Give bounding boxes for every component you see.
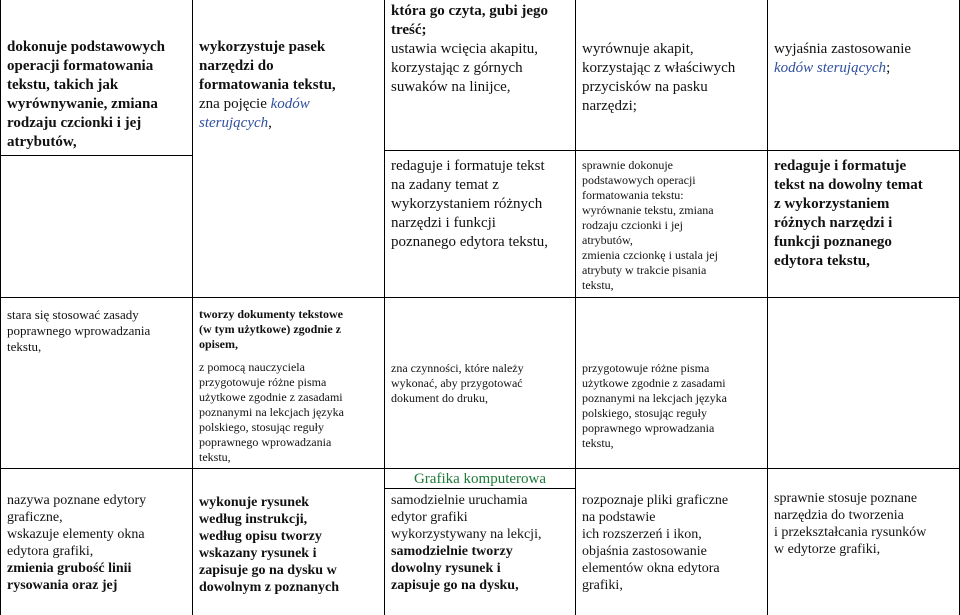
term-highlight: sterujących (199, 115, 269, 131)
text-line: poprawnego wprowadzania (7, 323, 151, 338)
text-line (199, 95, 378, 114)
text-line: edytora tekstu, (774, 253, 870, 269)
text-line (199, 114, 378, 133)
text-line: dowolnym z poznanych (199, 580, 340, 595)
text-line: operacji formatowania (7, 58, 154, 74)
row2-col4-cell (576, 154, 767, 297)
text-line: według instrukcji, (199, 512, 308, 527)
text-line: nazywa poznane edytory (7, 493, 147, 508)
text-line: na zadany temat z (391, 177, 499, 193)
row1-col1-text (7, 38, 186, 152)
text-line: i przekształcania rysunków (774, 525, 927, 540)
text-line: na podstawie (582, 510, 656, 525)
text-line: różnych narzędzi i (774, 215, 893, 231)
row1-col5-cell (768, 40, 959, 150)
row1-col1-cell (1, 38, 192, 155)
text-line: poprawnego wprowadzania (582, 421, 715, 435)
text-line: wyjaśnia zastosowanie (774, 41, 912, 57)
text-line: polskiego, stosując reguły (199, 420, 324, 434)
text-line: poznanymi na lekcjach języka (199, 405, 344, 419)
text-line: tekstu, (199, 450, 231, 464)
row2-col5-cell (768, 153, 959, 297)
row4-col1-cell (1, 492, 192, 615)
text-line: korzystając z górnych (391, 60, 523, 76)
row3-col4-cell (576, 357, 767, 467)
row1-col3-cell (385, 0, 575, 150)
row1-col4-cell (576, 40, 767, 150)
text-line: narzędzia do tworzenia (774, 508, 904, 523)
text-line: narzędzi i funkcji (391, 215, 496, 231)
text-line: tekst na dowolny temat (774, 177, 923, 193)
term-highlight: kodów sterujących (774, 60, 887, 76)
text-line: formatowania tekstu: (582, 188, 684, 202)
text-line: rodzaju czcionki i jej (7, 115, 142, 131)
row4-col2-cell (193, 494, 384, 615)
text-line: grafiki, (582, 578, 623, 593)
text-line: użytkowe zgodnie z zasadami (199, 390, 343, 404)
text-line: przycisków na pasku (582, 79, 708, 95)
text-line: tekstu, takich jak (7, 77, 119, 93)
text-line: dokument do druku, (391, 391, 488, 405)
text-line: przygotowuje różne pisma (199, 375, 327, 389)
row1-col2-cell (193, 38, 384, 148)
text-line: tworzy dokumenty tekstowe (199, 307, 343, 321)
text-line: wykorzystywany na lekcji, (391, 527, 542, 542)
text-line: redaguje i formatuje (774, 158, 907, 174)
text-line: wyrównuje akapit, (582, 41, 694, 57)
row4-col4-cell (576, 492, 767, 615)
text-line: z pomocą nauczyciela (199, 360, 305, 374)
text-fragment: zna pojęcie (199, 96, 271, 112)
text-line: poznanego edytora tekstu, (391, 234, 549, 250)
text-line: w edytorze grafiki, (774, 542, 881, 557)
row-divider (0, 468, 960, 469)
text-line: rodzaju czcionki i jej (582, 218, 683, 232)
text-line: atrybutów, (582, 233, 633, 247)
row-divider (0, 155, 193, 156)
text-line: użytkowe zgodnie z zasadami (582, 376, 726, 390)
text-line: edytor grafiki (391, 510, 468, 525)
text-line: dokonuje podstawowych (7, 39, 165, 55)
spacer (199, 352, 378, 360)
text-line: formatowania tekstu, (199, 77, 336, 93)
section-title-cell (385, 470, 575, 488)
text-line: atrybuty w trakcie pisania (582, 263, 707, 277)
row-divider (0, 297, 960, 298)
text-fragment: , (268, 115, 272, 131)
text-line: wykorzystaniem różnych (391, 196, 543, 212)
text-line: suwaków na linijce, (391, 79, 511, 95)
text-line: wykorzystuje pasek (199, 39, 326, 55)
text-line: redaguje i formatuje tekst (391, 158, 545, 174)
row3-col2-cell (193, 303, 384, 468)
text-line: zna czynności, które należy (391, 361, 524, 375)
text-line: edytora grafiki, (7, 544, 94, 559)
text-line: sprawnie dokonuje (582, 158, 673, 172)
row3-col3-cell (385, 357, 575, 467)
term-highlight: kodów (270, 96, 310, 112)
text-line: treść; (391, 22, 427, 38)
text-line: (w tym użytkowe) zgodnie z (199, 322, 341, 336)
row-divider (384, 150, 960, 151)
text-line: funkcji poznanego (774, 234, 892, 250)
text-line: według opisu tworzy (199, 529, 322, 544)
text-line: polskiego, stosując reguły (582, 406, 707, 420)
text-fragment: ; (886, 60, 891, 76)
text-line: dowolny rysunek i (391, 561, 501, 576)
text-line: wskazany rysunek i (199, 546, 317, 561)
text-line: ustawia wcięcia akapitu, (391, 41, 539, 57)
text-line: atrybutów, (7, 134, 77, 150)
row3-col1-cell (1, 303, 192, 468)
text-line: rozpoznaje pliki graficzne (582, 493, 729, 508)
text-line: wyrównywanie, zmiana (7, 96, 158, 112)
text-line: z wykorzystaniem (774, 196, 890, 212)
text-line: sprawnie stosuje poznane (774, 491, 918, 506)
text-line: wyrównanie tekstu, zmiana (582, 203, 714, 217)
text-line: zmienia czcionkę i ustala jej (582, 248, 718, 262)
text-line: poprawnego wprowadzania (199, 435, 332, 449)
row-divider (384, 488, 576, 489)
text-line: opisem, (199, 337, 238, 351)
text-line: podstawowych operacji (582, 173, 696, 187)
text-line: narzędzi; (582, 98, 637, 114)
text-line: graficzne, (7, 510, 63, 525)
text-line: poznanymi na lekcjach języka (582, 391, 727, 405)
text-line: przygotowuje różne pisma (582, 361, 710, 375)
row4-col5-cell (768, 490, 959, 615)
text-line: zmienia grubość linii (7, 561, 132, 576)
text-line: samodzielnie uruchamia (391, 493, 528, 508)
text-line (774, 59, 953, 78)
text-line: samodzielnie tworzy (391, 544, 513, 559)
text-line: wykonuje rysunek (199, 495, 310, 510)
text-line: korzystając z właściwych (582, 60, 736, 76)
text-line: stara się stosować zasady (7, 307, 139, 322)
row4-col3-cell (385, 492, 575, 615)
text-line: wskazuje elementy okna (7, 527, 145, 542)
text-line: wykonać, aby przygotować (391, 376, 523, 390)
section-title: Grafika komputerowa (413, 471, 547, 487)
text-line: narzędzi do (199, 58, 274, 74)
row2-col3-cell (385, 153, 575, 297)
text-line: która go czyta, gubi jego (391, 3, 549, 19)
text-line: tekstu, (7, 339, 42, 354)
text-line: zapisuje go na dysku w (199, 563, 337, 578)
text-line: objaśnia zastosowanie (582, 544, 707, 559)
text-line: zapisuje go na dysku, (391, 578, 519, 593)
text-line: rysowania oraz jej (7, 578, 118, 593)
text-line: tekstu, (582, 278, 614, 292)
text-line: tekstu, (582, 436, 614, 450)
text-line: elementów okna edytora (582, 561, 720, 576)
text-line: ich rozszerzeń i ikon, (582, 527, 702, 542)
